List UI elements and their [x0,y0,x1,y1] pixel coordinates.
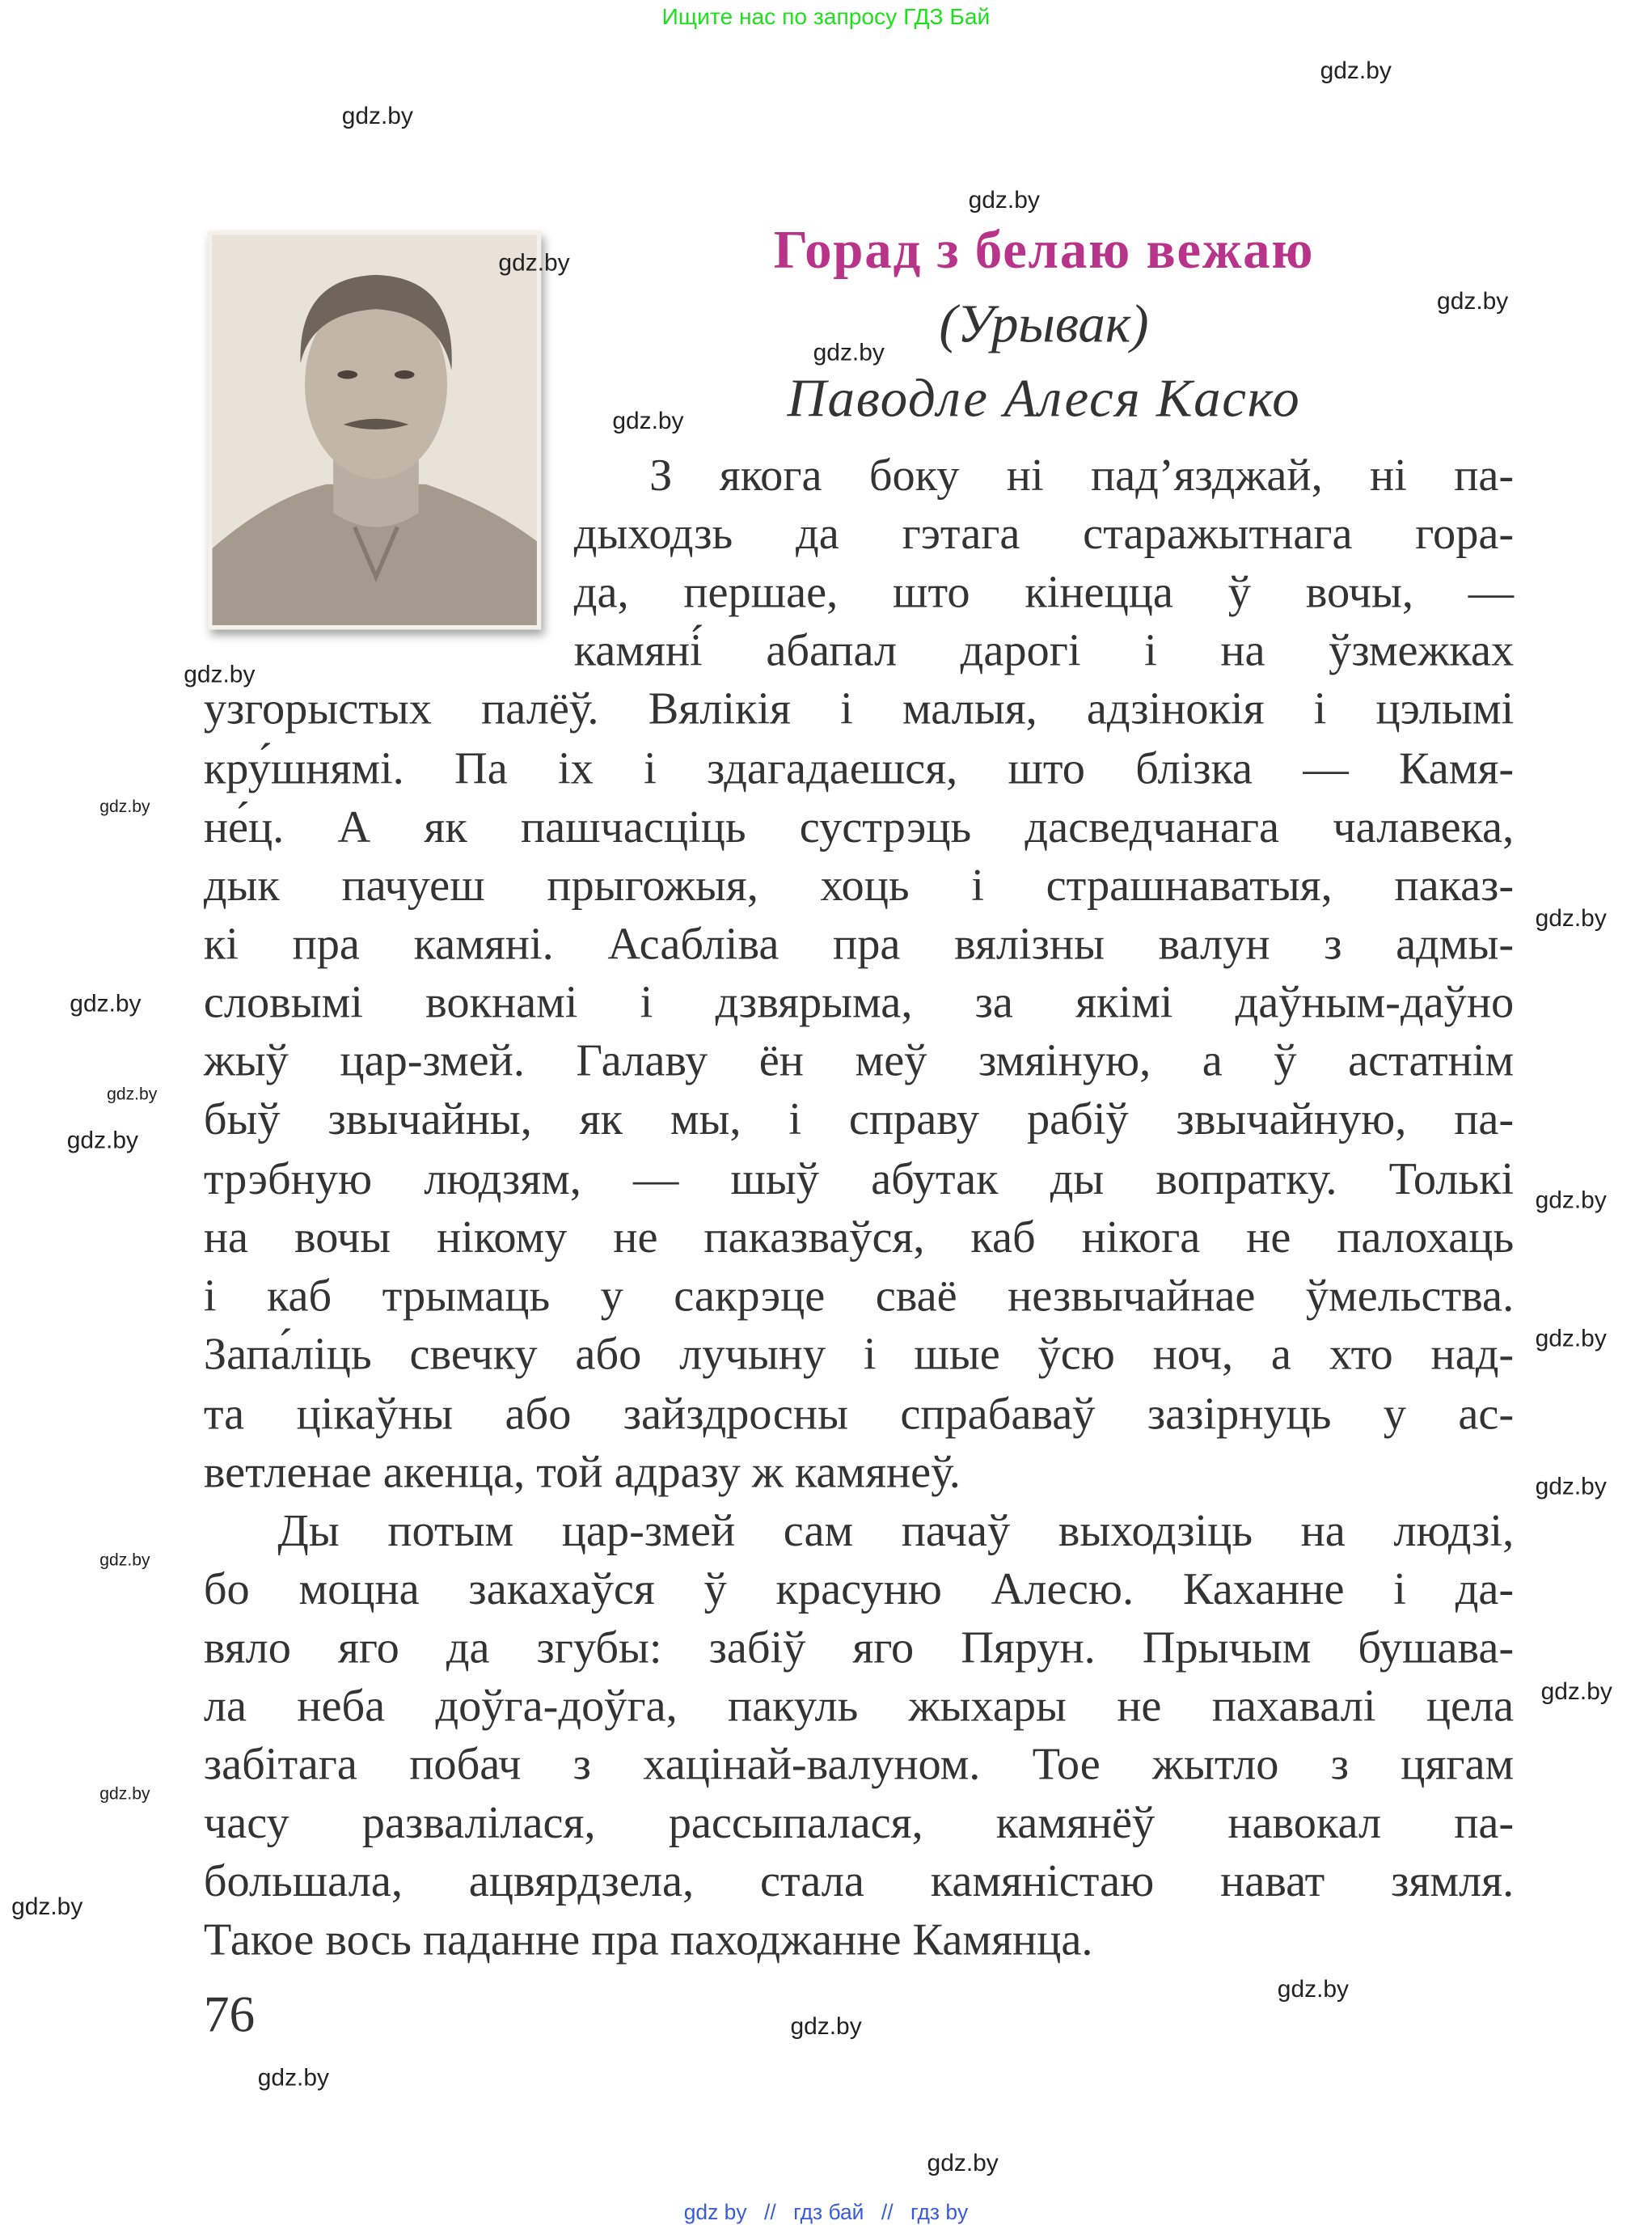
text-line: бо моцна закахаўся ў красуню Алесю. Каханне і да- [203,1563,1515,1614]
story-subtitle: (Урывак) [939,294,1149,355]
text-line: З якога боку ні пад’язджай, ні па- [649,448,1515,501]
link-gdz-bai[interactable]: гдз бай [793,2201,864,2225]
separator: // [881,2201,894,2225]
text-line: та цікаўны або зайздросны спрабаваў зазірнуць у ас- [203,1387,1515,1439]
watermark: gdz.by [11,1893,83,1921]
separator: // [764,2201,776,2225]
text-line: да, першае, што кінецца ў вочы, — [573,565,1515,617]
top-banner: Ищите нас по запросу ГДЗ Бай [661,6,991,30]
text-line: дык пачуеш прыгожыя, хоць і страшнаватыя, паказ- [203,859,1515,911]
text-line: ветленае акенца, той адразу ж камянеў. [203,1445,961,1498]
text-line: дыходзь да гэтага старажытнага гора- [573,506,1515,559]
watermark: gdz.by [1320,57,1392,84]
text-line: кі пра камяні. Асабліва пра вялізны валун з адмы- [203,917,1515,969]
portrait-image [212,235,537,626]
text-line: трэбную людзям, — шыў абутак ды вопратку. Толькі [203,1152,1515,1204]
watermark: gdz.by [1277,1975,1350,2003]
watermark: gdz.by [1535,1187,1607,1214]
text-line: Ды потым цар-змей сам пачаў выходзіць на людзі, [277,1504,1515,1556]
text-line: быў звычайны, як мы, і справу рабіў звычайную, па- [203,1092,1515,1144]
watermark: gdz.by [341,102,413,130]
watermark: gdz.by [927,2149,999,2177]
text-line: узгорыстых палёў. Вялікія і малыя, адзінокія і цэлымі [203,682,1515,734]
text-line: камяні́ абапал дарогі і на ўзмежках [573,624,1515,675]
link-gdz-by[interactable]: gdz by [683,2201,747,2225]
text-line: не́ц. А як пашчасціць сустрэць дасведчанага чалавека, [203,800,1515,852]
watermark: gdz.by [99,1783,150,1804]
watermark: gdz.by [99,1550,150,1570]
watermark: gdz.by [99,796,150,817]
text-line: забітага побач з хацінай-валуном. Тое жытло з цягам [203,1737,1515,1790]
watermark: gdz.by [1540,1677,1612,1706]
watermark: gdz.by [968,186,1040,214]
story-title: Горад з белаю вежаю [773,220,1315,281]
text-line: Запа́ліць свечку або лучыну і шые ўсю ноч, а хто над- [203,1327,1515,1379]
watermark: gdz.by [107,1084,158,1104]
watermark: gdz.by [66,1127,139,1154]
text-line: большала, ацвярдзела, стала камяністаю нават зямля. [203,1855,1515,1906]
watermark: gdz.by [790,2012,862,2041]
text-line: на вочы нікому не паказваўся, каб нікога не палохаць [203,1211,1515,1263]
watermark: gdz.by [813,339,885,366]
link-gdz-by-ru[interactable]: гдз by [911,2201,969,2225]
text-line: кру́шнямі. Па іх і здагадаешся, што блізка — Камя- [203,742,1515,793]
text-line: жыў цар-змей. Галаву ён меў змяіную, а ў астатнім [203,1034,1515,1086]
page-number: 76 [203,1986,256,2043]
watermark: gdz.by [1535,1324,1607,1352]
text-line: Такое вось паданне пра паходжанне Камянца. [203,1913,1093,1965]
watermark: gdz.by [184,661,256,688]
author-portrait [208,231,541,629]
watermark: gdz.by [1437,287,1509,315]
watermark: gdz.by [498,249,570,277]
watermark: gdz.by [257,2063,330,2092]
text-line: часу развалілася, рассыпалася, камянёў навокал па- [203,1796,1515,1848]
watermark: gdz.by [1535,904,1607,932]
watermark: gdz.by [70,990,142,1017]
text-line: і каб трымаць у сакрэце сваё незвычайнае ўмельства. [203,1269,1515,1321]
text-line: вяло яго да згубы: забіў яго Пярун. Прычым бушава- [203,1621,1515,1673]
watermark: gdz.by [612,407,684,435]
story-author: Паводле Алеся Каско [787,369,1301,429]
text-line: словымі вокнамі і дзвярыма, за якімі даўным-даўно [203,975,1515,1027]
watermark: gdz.by [1535,1473,1607,1500]
bottom-links [0,2201,1652,2225]
text-line: ла неба доўга-доўга, пакуль жыхары не пахавалі цела [203,1679,1515,1731]
